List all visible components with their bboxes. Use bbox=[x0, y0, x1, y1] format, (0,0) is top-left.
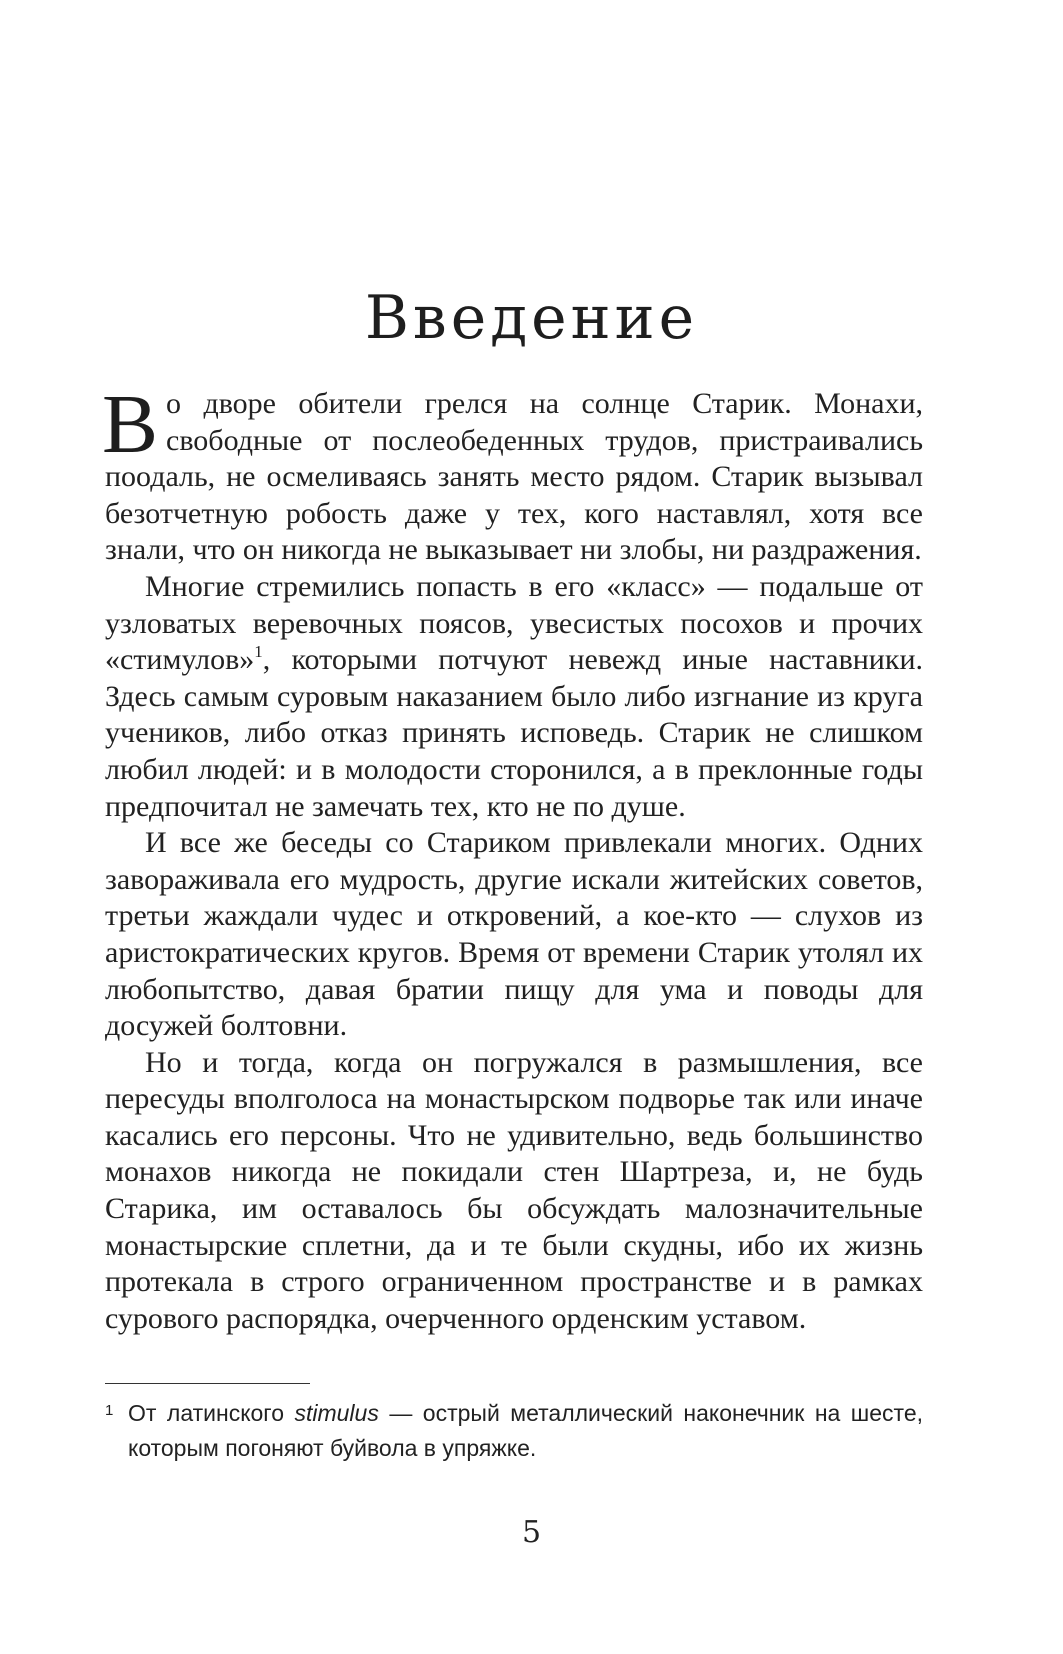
paragraph-2-text-end: , которыми потчуют невежд иные наставники. Здесь самым суровым наказанием было либо изгнание из круга учеников, либо отказ принять исповедь. Старик не слишком любил людей: и в молодости сторонился, а в преклонные годы предпочитал не замечать тех, кто не по душе. bbox=[105, 643, 923, 823]
footnote-separator bbox=[105, 1383, 310, 1384]
footnote-reference[interactable]: 1 bbox=[254, 642, 263, 662]
footnote bbox=[105, 1396, 923, 1466]
paragraph-1 bbox=[102, 378, 923, 569]
paragraph-2 bbox=[105, 569, 923, 825]
footnote-text-end: — острый металлический наконечник на шесте, которым погоняют буйвола в упряжке. bbox=[128, 1400, 923, 1461]
body-text bbox=[102, 378, 923, 1337]
paragraph-4: Но и тогда, когда он погружался в размышления, все пересуды вполголоса на монастырском подворье так или иначе касались его персоны. Что не удивительно, ведь большинство монахов никогда не покидали стен Шартреза, и, не будь Старика, им оставалось бы обсуждать малозначительные монастырские сплетни, да и те были скудны, ибо их жизнь протекала в строго ограниченном пространстве и в рамках сурового распорядка, очерченного орденским уставом. bbox=[105, 1045, 923, 1335]
paragraph-1-text: о дворе обители грелся на солнце Старик. Монахи, свободные от послеобеденных трудов, пристраивались поодаль, не осмеливаясь занять место рядом. Старик вызывал безотчетную робость даже у тех, кого наставлял, хотя все знали, что он никогда не выказывает ни злобы, ни раздражения. bbox=[105, 387, 923, 567]
footnote-text bbox=[128, 1396, 923, 1466]
page-number: 5 bbox=[521, 1515, 542, 1550]
drop-cap: В bbox=[102, 378, 159, 471]
footnote-number: 1 bbox=[105, 1402, 114, 1419]
footnote-term: stimulus bbox=[294, 1400, 379, 1426]
paragraph-3: И все же беседы со Стариком привлекали многих. Одних завораживала его мудрость, другие искали житейских советов, третьи жаждали чудес и откровений, а кое-кто — слухов из аристократических кругов. Время от времени Старик утолял их любопытство, давая братии пищу для ума и поводы для досужей болтовни. bbox=[105, 826, 923, 1043]
paragraph-2-text-start: Многие стремились попасть в его «класс» — подальше от узловатых веревочных поясов, увесистых посохов и прочих «стимулов» bbox=[105, 569, 923, 677]
footnote-text-start: От латинского bbox=[128, 1400, 295, 1426]
chapter-title: Введение bbox=[364, 283, 699, 353]
